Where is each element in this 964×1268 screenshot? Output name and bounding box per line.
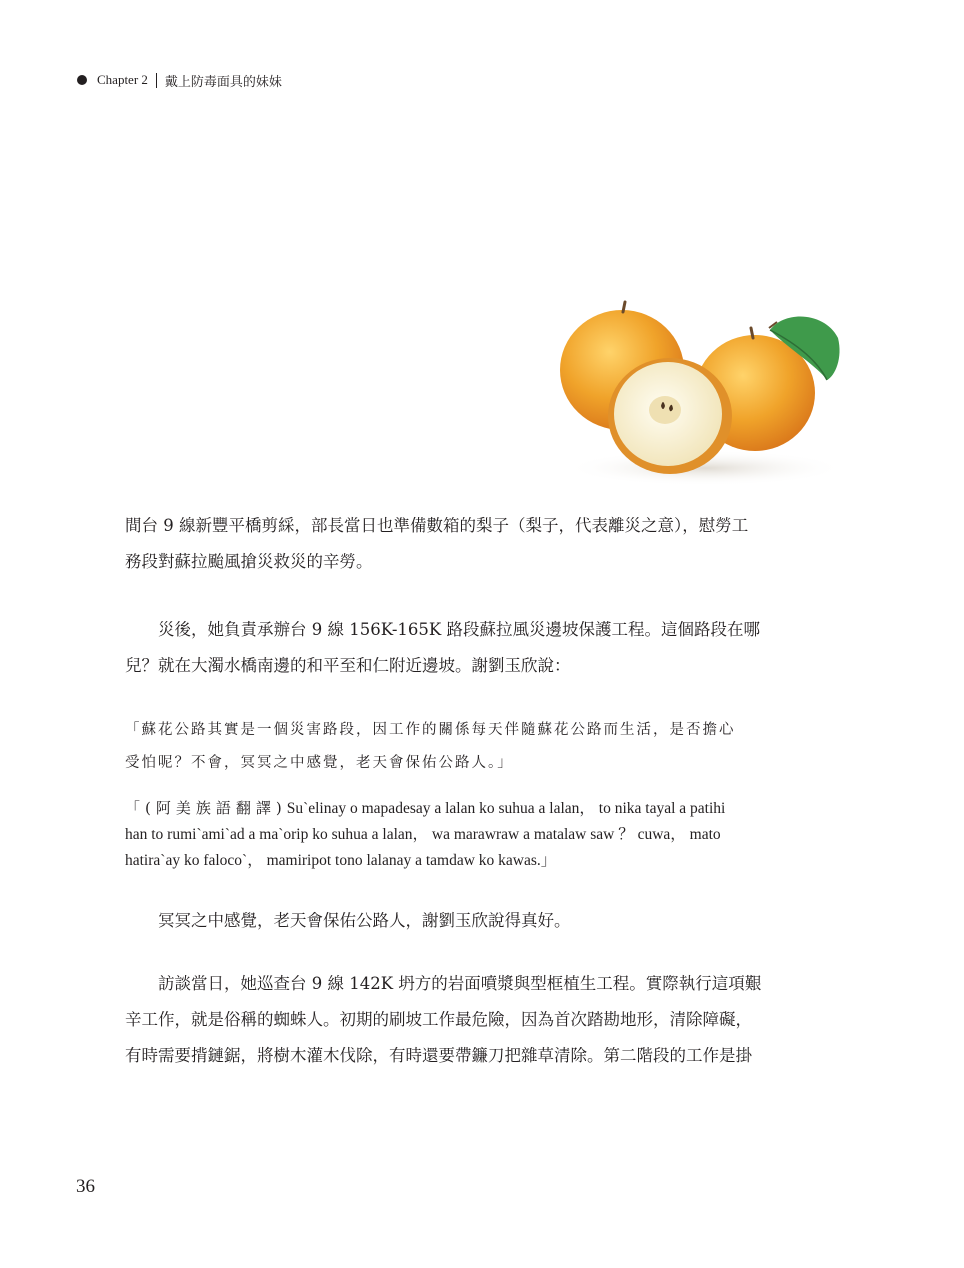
quote-line: 受怕呢？不會，冥冥之中感覺，老天會保佑公路人。」: [125, 755, 514, 771]
paragraph-line: 訪談當日，她巡查台 9 線 142K 坍方的岩面噴漿與型框植生工程。實際執行這項艱: [158, 974, 762, 993]
amis-label: 「(阿美族語翻譯): [125, 799, 287, 817]
paragraph-line: 務段對蘇拉颱風搶災救災的辛勞。: [125, 552, 373, 571]
paragraph-line: 間台 9 線新豐平橋剪綵，部長當日也準備數箱的梨子（梨子，代表離災之意），慰勞工: [125, 516, 749, 535]
amis-line: [125, 795, 845, 822]
paragraph-line: 辛工作，就是俗稱的蜘蛛人。初期的刷坡工作最危險，因為首次踏勘地形，清除障礙，: [125, 1010, 752, 1029]
paragraph-2: [125, 612, 843, 684]
quote-line: 「蘇花公路其實是一個災害路段，因工作的關係每天伴隨蘇花公路而生活，是否擔心: [125, 722, 736, 738]
paragraph-line: 兒？就在大濁水橋南邊的和平至和仁附近邊坡。謝劉玉欣說：: [125, 656, 571, 675]
paragraph-1: [125, 508, 843, 580]
quote-chinese: [125, 714, 845, 780]
header-divider: [156, 73, 157, 88]
chapter-title: 戴上防毒面具的妹妹: [164, 74, 282, 90]
running-header: [77, 70, 282, 90]
paragraph-line: 冥冥之中感覺，老天會保佑公路人，謝劉玉欣說得真好。: [158, 911, 571, 930]
paragraph-line: 災後，她負責承辦台 9 線 156K-165K 路段蘇拉風災邊坡保護工程。這個路段在哪: [158, 620, 760, 639]
bullet-icon: [77, 75, 87, 85]
asian-pear-illustration-icon: [555, 298, 845, 488]
amis-first-text: Su`elinay o mapadesay a lalan ko suhua a lalan， to nika tayal a patihi: [286, 800, 726, 817]
quote-amis-translation: [125, 795, 845, 874]
page-number: 36: [76, 1176, 95, 1197]
paragraph-3: [125, 903, 843, 939]
amis-line: hatira`ay ko faloco`， mamiripot tono lalanay a tamdaw ko kawas.」: [125, 852, 557, 869]
chapter-label: Chapter 2: [97, 72, 148, 87]
paragraph-line: 有時需要揹鏈鋸，將樹木灌木伐除，有時還要帶鐮刀把雜草清除。第二階段的工作是掛: [125, 1046, 752, 1065]
pear-half: [608, 358, 732, 474]
paragraph-4: [125, 966, 843, 1074]
amis-line: han to rumi`ami`ad a ma`orip ko suhua a lalan， wa marawraw a matalaw saw ？ cuwa， mato: [125, 826, 721, 843]
